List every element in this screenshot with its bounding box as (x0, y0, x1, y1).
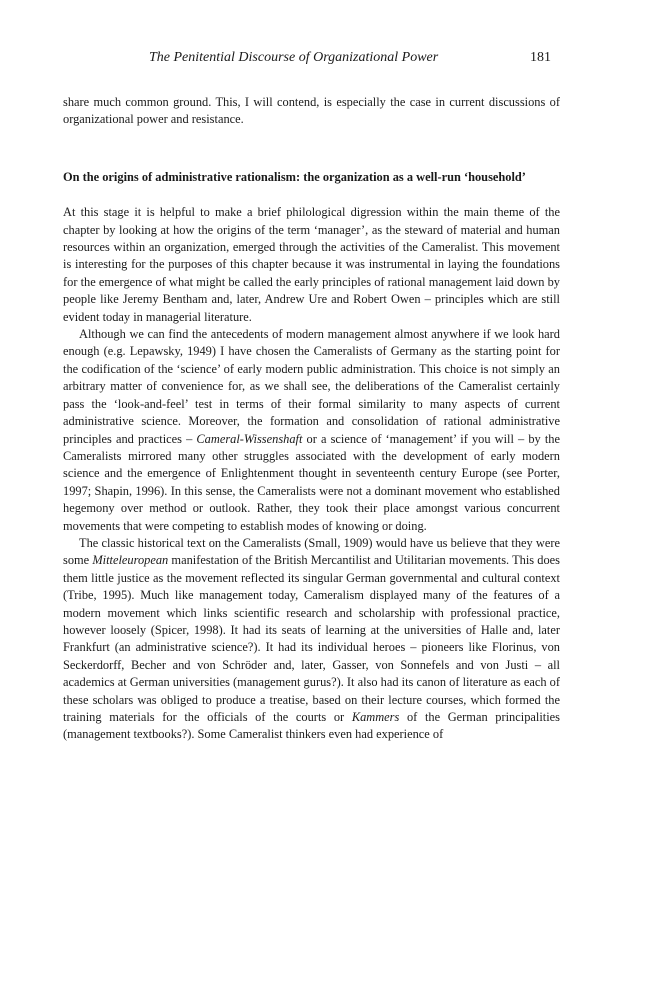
paragraph-3-text-e: of the German principalities (management textbooks?). Some Cameralist thinkers even had experience of (63, 710, 560, 742)
paragraph-1: At this stage it is helpful to make a brief philological digression within the main theme of the chapter by looking at how the origins of the term ‘manager’, as the steward of material and human resources within an organization, emerged through the activities of the Cameralist. This movement is interesting for the purposes of this chapter because it was instrumental in laying the foundations for the emergence of what might be called the early principles of rational management laid down by people like Jeremy Bentham and, later, Andrew Ure and Robert Owen – principles which are still evident today in managerial literature. (63, 205, 560, 324)
paragraph-3-italic-term-1: Mitteleuropean (92, 553, 169, 568)
paragraph-2-text-c: or a science of ‘management’ if you will – by the Cameralists mirrored many other struggles associated with the development of early modern science and the emergence of Enlightenment thought in seventeenth century Europe (see Porter, 1997; Shapin, 1996). In this sense, the Cameralists were not a dominant movement who established hegemony over method or outlook. Rather, they took their place amongst various concurrent movements that were competing to establish modes of knowing or doing. (63, 431, 560, 533)
paragraph-2 (63, 326, 560, 535)
paragraph-2-text-a: Although we can find the antecedents of modern management almost anywhere if we look hard enough (e.g. Lepawsky, 1949) I have chosen the Cameralists of Germany as the starting point for the codification of the ‘science’ of early modern public administration. This choice is not simply an arbitrary matter of convenience for, as we shall see, the deliberations of the Cameralist certainly pass the ‘look-and-feel’ test in terms of their formal similarity to many aspects of current administrative science. Moreover, the formation and consolidation of rational administrative principles and practices – (63, 327, 560, 446)
paragraph-2-italic-term: Cameral-Wissenshaft (196, 431, 303, 446)
running-head (63, 50, 560, 72)
paragraph-3 (63, 535, 560, 744)
section-body (63, 204, 560, 744)
page-number: 181 (530, 50, 551, 65)
paragraph-3-text-a: The classic historical text on the Cameralists (Small, 1909) would have us believe that they were some (63, 535, 560, 568)
paragraph-3-text-c: manifestation of the British Mercantilist and Utilitarian movements. This does them little justice as the movement reflected its singular German governmental and cultural context (Tribe, 1995). Much like management today, Cameralism displayed many of the features of a modern movement which links scientific research and scholarship with professional practice, however loosely (Spicer, 1998). It had its seats of learning at the universities of Halle and, later Frankfurt (an administrative science?). It had its individual heroes – pioneers like Florinus, von Seckerdorff, Becher and von Schröder and, later, Gasser, von Sonnefels and von Justi – all academics at German universities (management gurus?). It also had its canon of literature as each of these scholars was obliged to produce a treatise, based on their lecture courses, which formed the training materials for the officials of the courts or (63, 553, 560, 724)
paragraph-3-italic-term-2: Kammers (351, 710, 400, 724)
paragraph-continued: share much common ground. This, I will contend, is especially the case in current discussions of organizational power and resistance. (63, 95, 560, 127)
section-heading: On the origins of administrative rationalism: the organization as a well-run ‘household’ (63, 169, 526, 184)
book-page (63, 50, 560, 744)
running-head-title: The Penitential Discourse of Organizational Power (149, 50, 439, 65)
